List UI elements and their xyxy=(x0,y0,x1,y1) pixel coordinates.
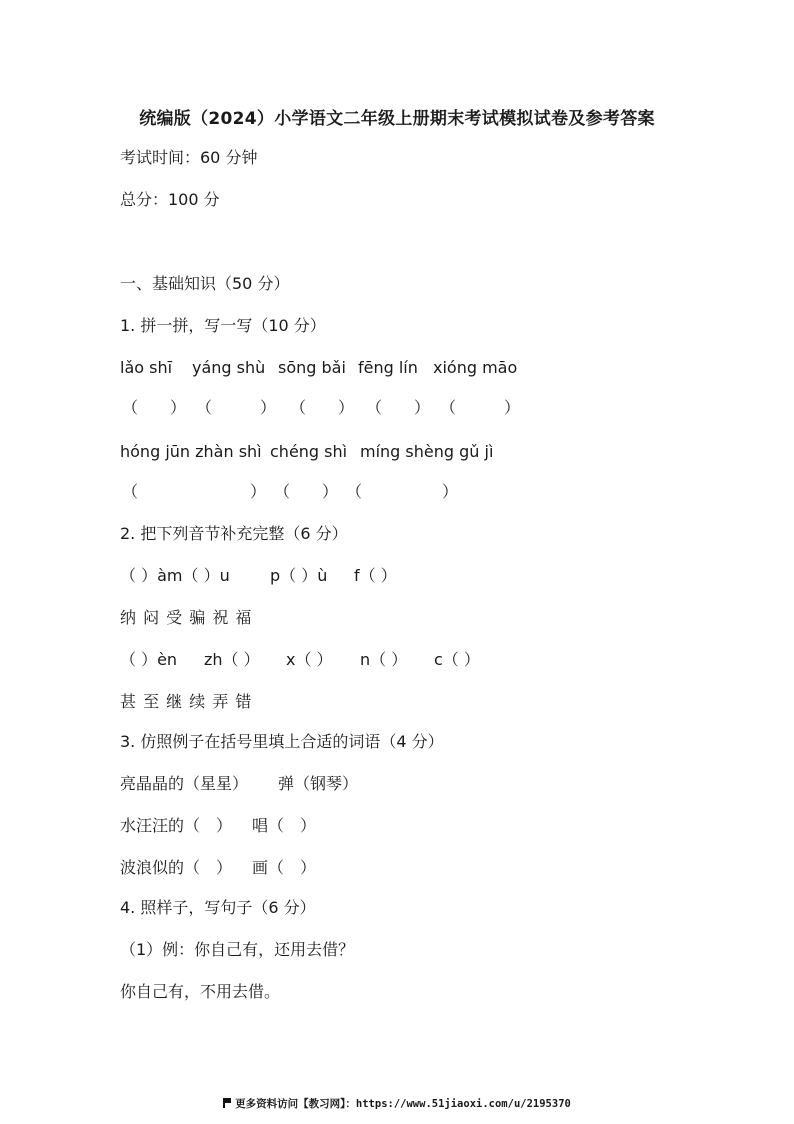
question-4-heading: 4. 照样子，写句子（6 分） xyxy=(120,898,316,917)
answer-blank[interactable]: （ ） xyxy=(440,398,521,417)
answer-blank[interactable]: （ ） xyxy=(366,398,431,417)
syllable-item: （ ）èn xyxy=(120,650,178,669)
pinyin-item: xióng māo xyxy=(433,358,518,377)
pinyin-row-1 xyxy=(120,356,680,380)
question-2-heading: 2. 把下列音节补充完整（6 分） xyxy=(120,524,348,543)
character-row-2: 甚 至 继 续 弄 错 xyxy=(120,692,253,711)
answer-blank[interactable]: （ ） xyxy=(346,482,459,501)
fill-row-1 xyxy=(120,814,680,838)
phrase-blank[interactable]: 水汪汪的（ ） xyxy=(120,816,233,835)
pinyin-item: míng shèng gǔ jì xyxy=(360,442,494,461)
pinyin-row-2 xyxy=(120,440,680,464)
example-answer: 你自己有，不用去借。 xyxy=(120,982,281,1001)
syllable-item: c（ ） xyxy=(434,650,480,669)
syllable-row-1 xyxy=(120,564,680,588)
character-row-1: 纳 闷 受 骗 祝 福 xyxy=(120,608,253,627)
answer-blank[interactable]: （ ） xyxy=(122,398,187,417)
total-score: 总分：100 分 xyxy=(120,190,220,209)
flag-icon xyxy=(223,1098,231,1108)
pinyin-item: lǎo shī xyxy=(120,358,173,377)
pinyin-item: hóng jūn zhàn shì xyxy=(120,442,262,461)
answer-blank[interactable]: （ ） xyxy=(274,482,339,501)
syllable-item: n（ ） xyxy=(360,650,408,669)
syllable-item: p（ ）ù xyxy=(270,566,328,585)
answer-blank[interactable]: （ ） xyxy=(290,398,355,417)
answer-blank[interactable]: （ ） xyxy=(196,398,277,417)
phrase-item: 弹（钢琴） xyxy=(278,774,359,793)
syllable-item: x（ ） xyxy=(286,650,333,669)
example-row xyxy=(120,772,680,796)
question-3-heading: 3. 仿照例子在括号里填上合适的词语（4 分） xyxy=(120,732,444,751)
answer-blank[interactable]: （ ） xyxy=(122,482,267,501)
fill-row-2 xyxy=(120,856,680,880)
pinyin-item: sōng bǎi xyxy=(278,358,346,377)
answer-blanks-row-1 xyxy=(120,396,680,420)
pinyin-item: yáng shù xyxy=(192,358,266,377)
footer xyxy=(0,1096,794,1111)
pinyin-item: chéng shì xyxy=(270,442,348,461)
pinyin-item: fēng lín xyxy=(358,358,418,377)
phrase-blank[interactable]: 波浪似的（ ） xyxy=(120,858,233,877)
question-1-heading: 1. 拼一拼，写一写（10 分） xyxy=(120,316,326,335)
syllable-item: f（ ） xyxy=(354,566,397,585)
document-title: 统编版（2024）小学语文二年级上册期末考试模拟试卷及参考答案 xyxy=(139,109,655,129)
phrase-blank[interactable]: 唱（ ） xyxy=(252,816,317,835)
syllable-row-2 xyxy=(120,648,680,672)
phrase-item: 亮晶晶的（星星） xyxy=(120,774,249,793)
syllable-item: zh（ ） xyxy=(204,650,260,669)
footer-link[interactable]: 更多资料访问【教习网】：https://www.51jiaoxi.com/u/2195370 xyxy=(235,1098,571,1110)
section-heading: 一、基础知识（50 分） xyxy=(120,274,290,293)
phrase-blank[interactable]: 画（ ） xyxy=(252,858,317,877)
answer-blanks-row-2 xyxy=(120,480,680,504)
syllable-item: （ ）àm（ ）u xyxy=(120,566,230,585)
example-sentence: （1）例：你自己有，还用去借？ xyxy=(120,940,355,959)
exam-time: 考试时间：60 分钟 xyxy=(120,148,258,167)
